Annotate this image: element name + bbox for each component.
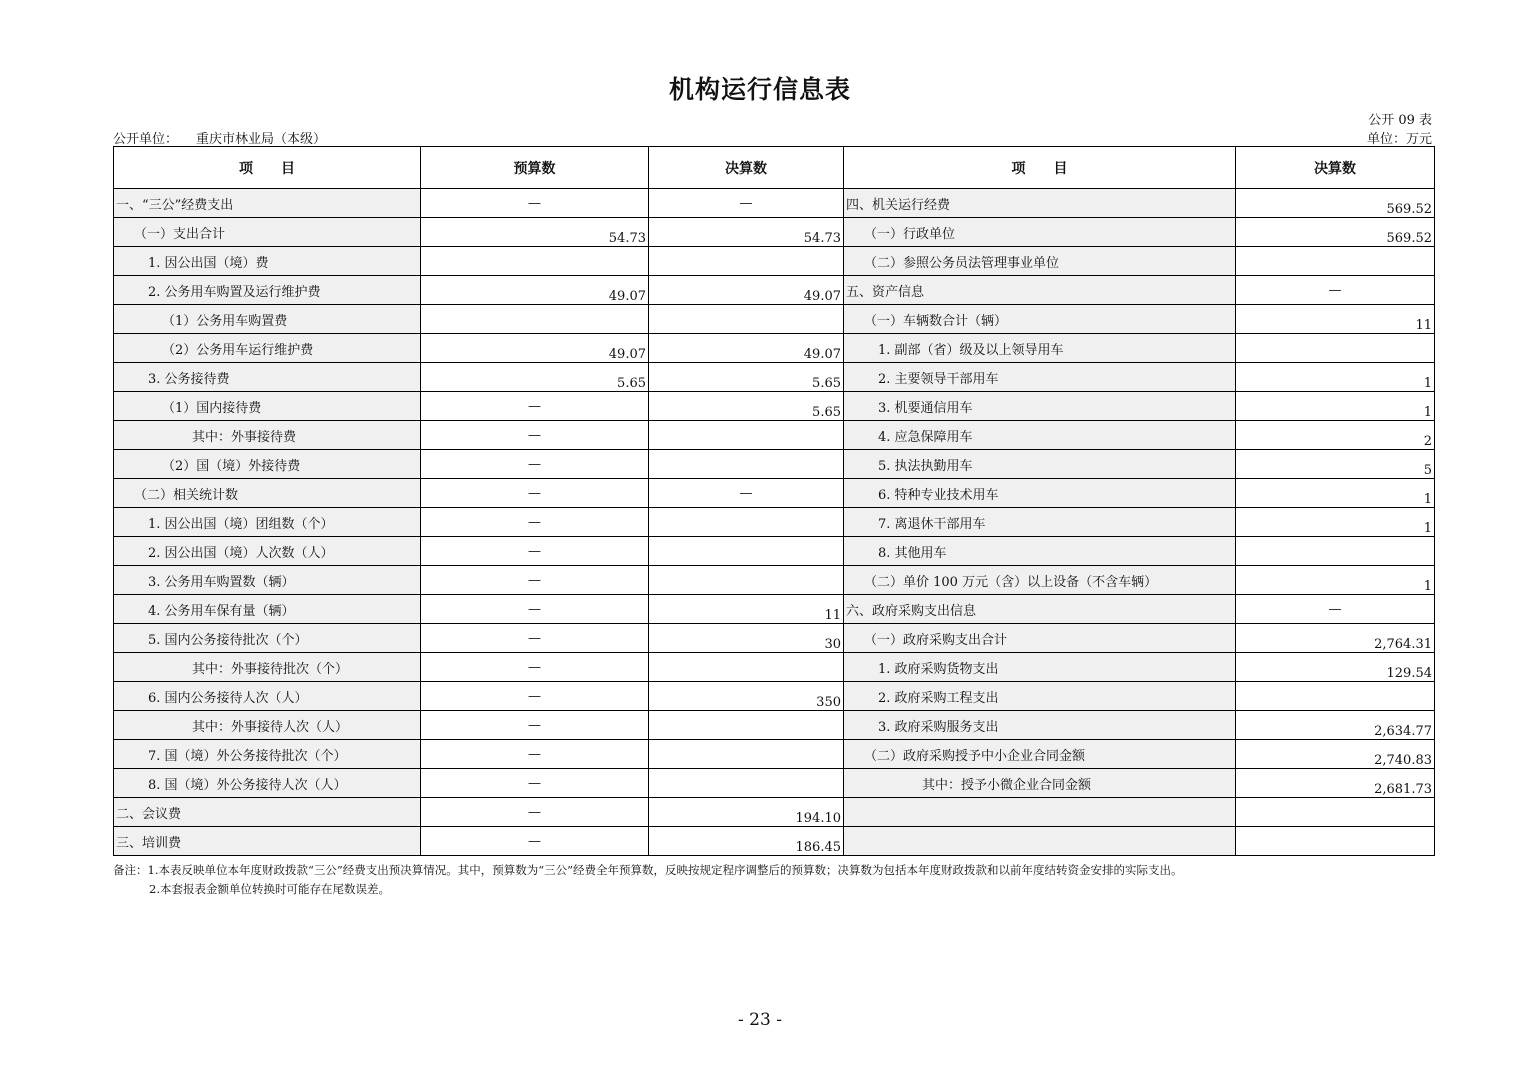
row-right-item-label xyxy=(844,798,1236,827)
row-right-item-label xyxy=(844,827,1236,856)
row-item-label: 8. 国（境）外公务接待人次（人） xyxy=(114,769,421,798)
row-item-label: 其中：外事接待批次（个） xyxy=(114,653,421,682)
row-budget-value: 49.07 xyxy=(421,334,649,363)
row-right-item-label: 2. 主要领导干部用车 xyxy=(844,363,1236,392)
reporting-unit-label: 公开单位： xyxy=(113,132,179,147)
row-right-final-value: 569.52 xyxy=(1236,218,1435,247)
row-item-label: 5. 国内公务接待批次（个） xyxy=(114,624,421,653)
row-right-item-label: 3. 机要通信用车 xyxy=(844,392,1236,421)
row-right-final-value: 1 xyxy=(1236,479,1435,508)
row-right-final-value: — xyxy=(1236,595,1435,624)
row-budget-value: — xyxy=(421,827,649,856)
table-row xyxy=(114,769,1435,798)
row-budget-value: — xyxy=(421,189,649,218)
row-right-item-label: （一）行政单位 xyxy=(844,218,1236,247)
row-budget-value: — xyxy=(421,624,649,653)
money-unit: 单位：万元 xyxy=(1366,132,1432,147)
row-item-label: 其中：外事接待费 xyxy=(114,421,421,450)
row-budget-value: — xyxy=(421,769,649,798)
row-item-label: 3. 公务用车购置数（辆） xyxy=(114,566,421,595)
reporting-unit xyxy=(113,128,326,147)
row-budget-value xyxy=(421,305,649,334)
row-final-value xyxy=(649,537,844,566)
row-item-label: 1. 因公出国（境）费 xyxy=(114,247,421,276)
note-2: 2.本套报表金额单位转换时可能存在尾数误差。 xyxy=(149,882,390,896)
row-item-label: 一、“三公”经费支出 xyxy=(114,189,421,218)
row-budget-value: — xyxy=(421,798,649,827)
row-right-item-label: （一）政府采购支出合计 xyxy=(844,624,1236,653)
row-item-label: （一）支出合计 xyxy=(114,218,421,247)
row-right-final-value: 2,764.31 xyxy=(1236,624,1435,653)
row-budget-value: 49.07 xyxy=(421,276,649,305)
row-right-final-value xyxy=(1236,537,1435,566)
row-right-final-value xyxy=(1236,798,1435,827)
row-final-value xyxy=(649,769,844,798)
row-budget-value xyxy=(421,247,649,276)
row-item-label: 三、培训费 xyxy=(114,827,421,856)
row-right-item-label: 3. 政府采购服务支出 xyxy=(844,711,1236,740)
table-row xyxy=(114,218,1435,247)
row-right-item-label: （二）单价 100 万元（含）以上设备（不含车辆） xyxy=(844,566,1236,595)
row-right-final-value: 1 xyxy=(1236,363,1435,392)
row-item-label: （2）国（境）外接待费 xyxy=(114,450,421,479)
row-item-label: 4. 公务用车保有量（辆） xyxy=(114,595,421,624)
table-row xyxy=(114,537,1435,566)
row-right-item-label: 2. 政府采购工程支出 xyxy=(844,682,1236,711)
row-final-value: 5.65 xyxy=(649,392,844,421)
row-right-final-value: 569.52 xyxy=(1236,189,1435,218)
row-right-final-value: 2,634.77 xyxy=(1236,711,1435,740)
header-final-right: 决算数 xyxy=(1236,147,1435,189)
row-right-item-label: （二）政府采购授予中小企业合同金额 xyxy=(844,740,1236,769)
table-row xyxy=(114,421,1435,450)
row-budget-value: — xyxy=(421,479,649,508)
row-final-value xyxy=(649,711,844,740)
row-budget-value: 54.73 xyxy=(421,218,649,247)
row-right-item-label: 1. 政府采购货物支出 xyxy=(844,653,1236,682)
row-right-item-label: 其中：授予小微企业合同金额 xyxy=(844,769,1236,798)
table-row xyxy=(114,711,1435,740)
table-row xyxy=(114,450,1435,479)
table-row xyxy=(114,624,1435,653)
row-final-value: 194.10 xyxy=(649,798,844,827)
row-right-item-label: 五、资产信息 xyxy=(844,276,1236,305)
row-right-item-label: 4. 应急保障用车 xyxy=(844,421,1236,450)
row-item-label: 1. 因公出国（境）团组数（个） xyxy=(114,508,421,537)
row-final-value xyxy=(649,247,844,276)
row-budget-value: — xyxy=(421,392,649,421)
row-final-value: 11 xyxy=(649,595,844,624)
row-right-item-label: 6. 特种专业技术用车 xyxy=(844,479,1236,508)
header-item: 项 目 xyxy=(114,147,421,189)
table-row xyxy=(114,653,1435,682)
row-right-item-label: 8. 其他用车 xyxy=(844,537,1236,566)
row-right-item-label: （二）参照公务员法管理事业单位 xyxy=(844,247,1236,276)
row-budget-value: — xyxy=(421,740,649,769)
row-right-final-value: 5 xyxy=(1236,450,1435,479)
row-budget-value: — xyxy=(421,537,649,566)
table-row xyxy=(114,479,1435,508)
row-right-item-label: （一）车辆数合计（辆） xyxy=(844,305,1236,334)
row-final-value: — xyxy=(649,479,844,508)
row-final-value: 49.07 xyxy=(649,276,844,305)
form-number: 公开 09 表 xyxy=(1368,113,1432,128)
table-row xyxy=(114,276,1435,305)
row-final-value: 54.73 xyxy=(649,218,844,247)
row-budget-value: — xyxy=(421,682,649,711)
row-item-label: 2. 公务用车购置及运行维护费 xyxy=(114,276,421,305)
table-row xyxy=(114,827,1435,856)
row-right-final-value xyxy=(1236,247,1435,276)
row-item-label: 其中：外事接待人次（人） xyxy=(114,711,421,740)
table-row xyxy=(114,334,1435,363)
row-right-final-value: — xyxy=(1236,276,1435,305)
page-number: - 23 - xyxy=(738,1010,782,1030)
row-right-item-label: 六、政府采购支出信息 xyxy=(844,595,1236,624)
row-final-value: — xyxy=(649,189,844,218)
row-budget-value: — xyxy=(421,711,649,740)
row-budget-value: 5.65 xyxy=(421,363,649,392)
table-row xyxy=(114,305,1435,334)
row-right-item-label: 四、机关运行经费 xyxy=(844,189,1236,218)
row-right-final-value: 2,681.73 xyxy=(1236,769,1435,798)
row-final-value xyxy=(649,653,844,682)
table-row xyxy=(114,189,1435,218)
row-final-value xyxy=(649,421,844,450)
row-item-label: 3. 公务接待费 xyxy=(114,363,421,392)
row-right-item-label: 1. 副部（省）级及以上领导用车 xyxy=(844,334,1236,363)
table-row xyxy=(114,247,1435,276)
row-right-final-value xyxy=(1236,682,1435,711)
row-right-final-value: 1 xyxy=(1236,392,1435,421)
row-item-label: 2. 因公出国（境）人次数（人） xyxy=(114,537,421,566)
row-budget-value: — xyxy=(421,595,649,624)
row-budget-value: — xyxy=(421,450,649,479)
row-budget-value: — xyxy=(421,566,649,595)
table-row xyxy=(114,566,1435,595)
row-final-value: 30 xyxy=(649,624,844,653)
header-budget: 预算数 xyxy=(421,147,649,189)
row-right-final-value: 2 xyxy=(1236,421,1435,450)
row-item-label: （1）国内接待费 xyxy=(114,392,421,421)
table-header-row xyxy=(114,147,1435,189)
row-right-item-label: 7. 离退休干部用车 xyxy=(844,508,1236,537)
notes xyxy=(113,861,1182,899)
row-right-item-label: 5. 执法执勤用车 xyxy=(844,450,1236,479)
row-final-value: 350 xyxy=(649,682,844,711)
table-row xyxy=(114,508,1435,537)
table-row xyxy=(114,798,1435,827)
row-budget-value: — xyxy=(421,508,649,537)
table-row xyxy=(114,392,1435,421)
row-right-final-value xyxy=(1236,334,1435,363)
table-row xyxy=(114,682,1435,711)
row-right-final-value: 1 xyxy=(1236,508,1435,537)
row-item-label: 二、会议费 xyxy=(114,798,421,827)
row-right-final-value: 2,740.83 xyxy=(1236,740,1435,769)
table-row xyxy=(114,363,1435,392)
table-row xyxy=(114,595,1435,624)
row-right-final-value xyxy=(1236,827,1435,856)
row-final-value xyxy=(649,305,844,334)
row-item-label: （二）相关统计数 xyxy=(114,479,421,508)
row-final-value xyxy=(649,740,844,769)
header-final: 决算数 xyxy=(649,147,844,189)
table-row xyxy=(114,740,1435,769)
row-budget-value: — xyxy=(421,653,649,682)
row-budget-value: — xyxy=(421,421,649,450)
row-final-value xyxy=(649,450,844,479)
row-item-label: （2）公务用车运行维护费 xyxy=(114,334,421,363)
row-right-final-value: 11 xyxy=(1236,305,1435,334)
row-final-value: 5.65 xyxy=(649,363,844,392)
note-1: 备注：1.本表反映单位本年度财政拨款“三公”经费支出预决算情况。其中，预算数为“三公”经费全年预算数，反映按规定程序调整后的预算数；决算数为包括本年度财政拨款和以前年度结转资金安排的实际支出。 xyxy=(113,863,1183,877)
row-final-value xyxy=(649,508,844,537)
reporting-unit-name: 重庆市林业局（本级） xyxy=(196,132,327,147)
row-item-label: （1）公务用车购置费 xyxy=(114,305,421,334)
info-table xyxy=(113,146,1435,856)
row-final-value xyxy=(649,566,844,595)
row-final-value: 186.45 xyxy=(649,827,844,856)
row-right-final-value: 129.54 xyxy=(1236,653,1435,682)
row-right-final-value: 1 xyxy=(1236,566,1435,595)
header-item-right: 项 目 xyxy=(844,147,1236,189)
table-title: 机构运行信息表 xyxy=(668,75,851,104)
row-item-label: 6. 国内公务接待人次（人） xyxy=(114,682,421,711)
row-item-label: 7. 国（境）外公务接待批次（个） xyxy=(114,740,421,769)
row-final-value: 49.07 xyxy=(649,334,844,363)
